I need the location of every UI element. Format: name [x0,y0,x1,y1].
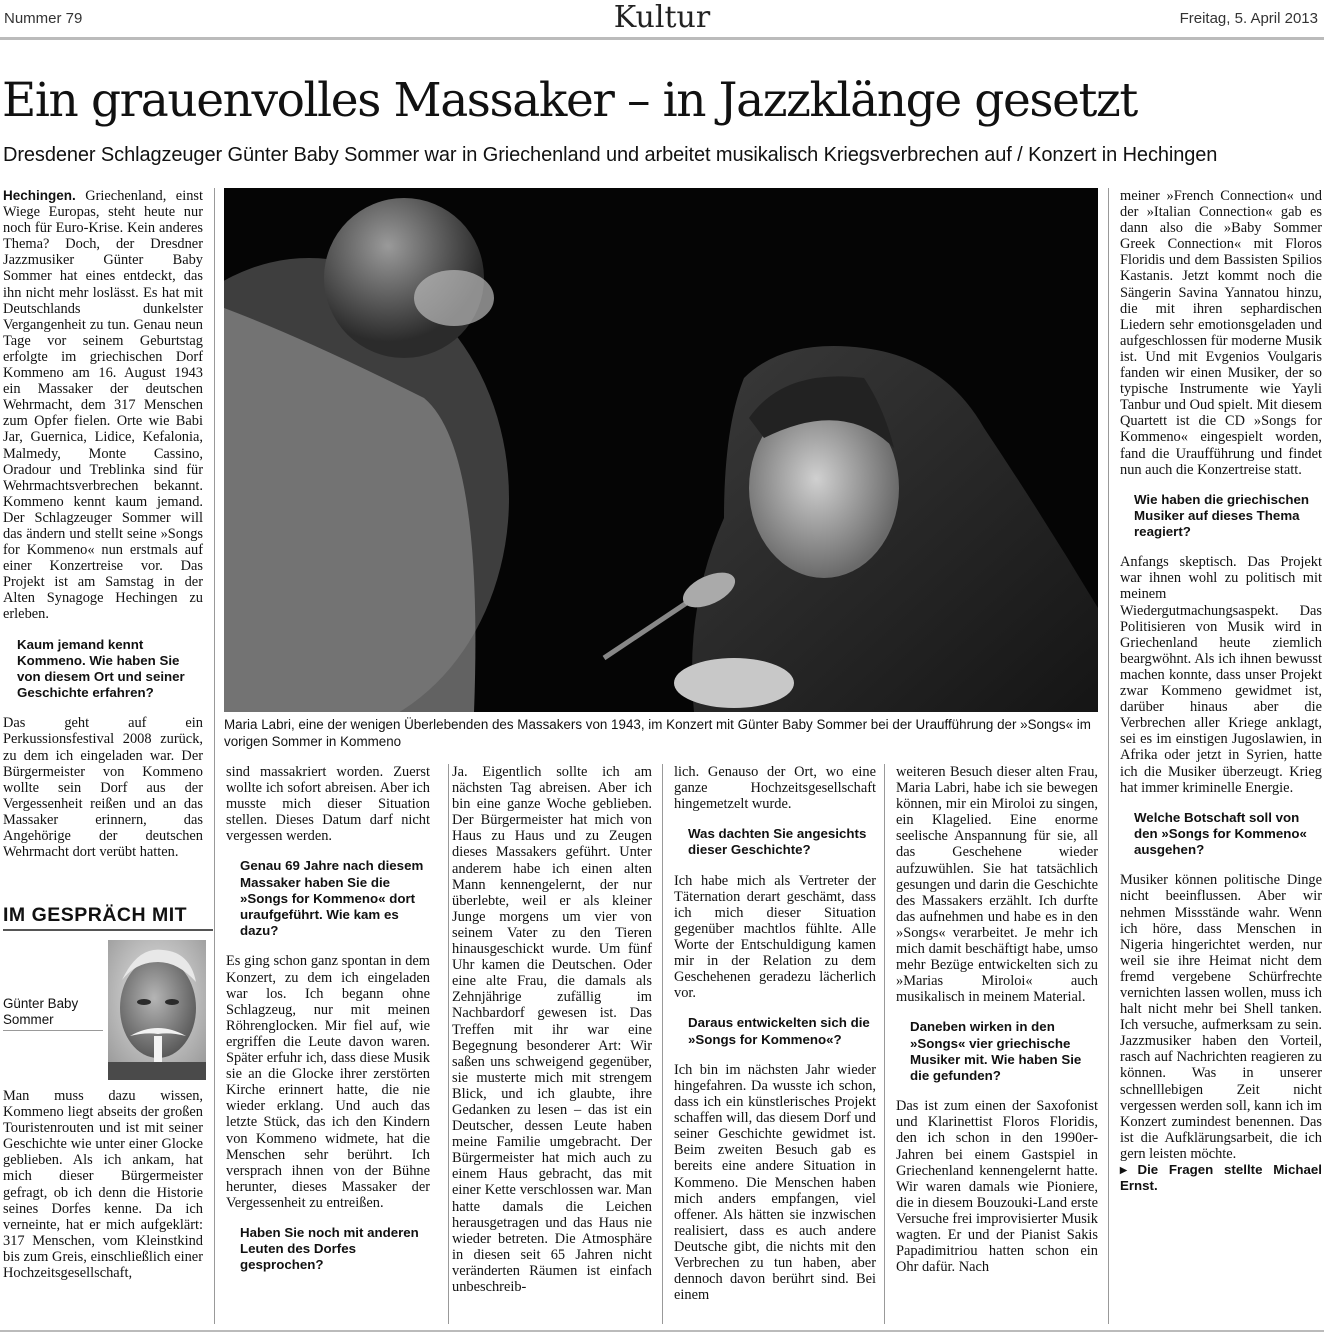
column-5 [896,764,1098,1275]
answer-5-end: weiteren Besuch dieser alten Frau, Maria Labri, habe ich sie bewegen können, mir ein Miroloi zu singen, ein Klagelied. Eine enorme seelische Anspannung für sie, all das Geschehene wieder aufzuwühlen. Sie hat tatsächlich gesungen und darin die Geschichte des Massakers erzählt. Ich durfte das aufnehmen und habe es in den »Songs« verarbeitet. Je mehr ich mich damit beschäftigt habe, umso mehr Bezüge entwickelten sich zu »Marias Miroloi« auch musikalisch in meinem Material. [896,764,1098,1006]
answer-1-end: sind massakriert worden. Zuerst wollte ich sofort abreisen. Aber ich musste mich dieser Situation stellen. Dieses Datum darf nicht vergessen werden. [226,764,430,845]
question-5: Daraus entwickelten sich die »Songs for Kommeno«? [688,1015,870,1047]
section-title: Kultur [613,0,711,35]
headline: Ein grauenvolles Massaker – in Jazzklänge gesetzt [2,73,1137,128]
issue-number: Nummer 79 [4,10,83,27]
column-divider [1108,188,1109,1324]
arrow-right-icon: ▸ [1120,1162,1127,1177]
author-credit-text: Die Fragen stellte Michael Ernst. [1120,1162,1323,1193]
footer-rule [0,1330,1324,1332]
question-1: Kaum jemand kennt Kommeno. Wie haben Sie von diesem Ort und seiner Geschichte erfahren? [17,636,185,701]
answer-6: Das ist zum einen der Saxofonist und Klarinettist Floros Floridis, den ich schon in den 1990er-Jahren bei einem Gastspiel in Griechenland kennengelernt hatte. Wir waren damals wie Pioniere, die in diesem Bouzouki-Land erste Versuche frei improvisierter Musik wagten. Er und der Pianist Sakis Papadimitriou hatten schon ein Ohr dafür. Nach [896,1098,1098,1276]
answer-2: Es ging schon ganz spontan in dem Konzert, zu dem ich eingeladen war los. Ich begann ohne Schlagzeug, nur mit meinen Röhrenglocken. Mir fiel auf, wie ergriffen die Leute davon waren. Später erfuhr ich, dass diese Musik sie an die Glocke ihrer zerstörten Kirche erinnert hatte, die nie wieder erklang. Und auch das letzte Stück, das ich den Kindern von Kommeno widmete, hat die Menschen sehr berührt. Ich versprach ihnen von der Bühne herunter, dieses Massaker der Vergessenheit zu entreißen. [226,953,430,1211]
interviewee-rule [3,1030,103,1031]
answer-5: Ich bin im nächsten Jahr wieder hingefahren. Da wusste ich schon, dass ich ein künstlerisches Projekt schaffen will, das diesem Dorf und seiner Geschichte gewidmet ist. Beim zweiten Besuch gab es bereits eine andere Situation in Kommeno. Die Menschen haben mich anders empfangen, viel offener. Als hätten sie inzwischen realisiert, dass es auch andere Deutsche gibt, die nichts mit den Verbrechen zu tun haben, aber dennoch davon berührt sind. Bei einem [674,1061,876,1304]
answer-7: Anfangs skeptisch. Das Projekt war ihnen wohl zu politisch mit meinem Wiedergutmachungsaspekt. Das Politisieren von Musik wird in Griechenland heute ziemlich beargwöhnt. Als ich ihnen bewusst machen konnte, dass unser Projekt zwar Kommeno gewidmet ist, darüber hinaus aber die Verbrechen aller Kriege anklagt, sei es im einstigen Jugoslawien, in Afrika oder jetzt in Syrien, hatte ich die Musiker überzeugt. Krieg hat immer kriminelle Energie. [1120,554,1322,796]
column-1 [3,188,203,860]
column-divider [448,764,449,1324]
question-7: Wie haben die griechischen Musiker auf dieses Thema reagiert? [1134,491,1310,540]
question-4: Was dachten Sie angesichts dieser Geschichte? [688,826,867,858]
question-6: Daneben wirken in den »Songs« vier griechische Musiker mit. Wie haben Sie die gefunden? [910,1019,1082,1084]
column-2 [226,764,430,1288]
interviewee-portrait [108,940,206,1080]
column-divider [214,188,215,1324]
author-credit [1120,1162,1322,1194]
photo-caption: Maria Labri, eine der wenigen Überlebenden des Massakers von 1943, im Konzert mit Günter Baby Sommer bei der Uraufführung der »Songs« im vorigen Sommer in Kommeno [224,717,1091,749]
answer-8: Musiker können politische Dinge nicht beeinflussen. Aber wir nehmen Missstände wahr. Wenn ich höre, dass Menschen in Nigeria hingerichtet werden, nur weil sie ihre Heimat nicht dem fremd vergebene Schürfrechte vernichten lassen wollen, muss ich halt nicht mehr bei Shell tanken. Ich versuche, aufmerksam zu sein. Jazzmusiker haben den Vorteil, rasch auf Nachrichten reagieren zu können. Was in unserer schnelllebigen Zeit nicht vergessen werden soll, kann ich im Konzert zumindest benennen. Das ist die Aufklärungsarbeit, die ich gern leisten möchte. [1120,872,1322,1162]
lead-text: Griechenland, einst Wiege Europas, steht heute nur noch für Euro-Krise. Kein anderes Thema? Doch, der Dresdner Jazzmusiker Günter Baby Sommer hat eines entdeckt, das ihn nicht mehr loslässt. Es hat mit Deutschlands dunkelster Vergangenheit zu tun. Genau neun Tage vor seinem Geburtstag erfolgte im griechischen Dorf Kommeno am 16. August 1943 ein Massaker der deutschen Wehrmacht, dem 317 Menschen zum Opfer fielen. Orte wie Babi Jar, Guernica, Lidice, Kefalonia, Malmedy, Monte Cassino, Oradour und Treblinka sind für Wehrmachtsverbrechen bekannt. Kommeno kennt kaum jemand. Der Schlagzeuger Sommer will das ändern und stellt seine »Songs for Kommeno« nun erstmals auf einer Konzertreise vor. Das Projekt ist am Samstag in der Alten Synagoge Hechingen zu erleben. [3,188,203,623]
column-3 [452,764,652,1295]
header-rule [0,37,1324,40]
column-divider [884,764,885,1324]
question-3: Haben Sie noch mit anderen Leuten des Dorfes gesprochen? [240,1224,419,1273]
interview-box-title: IM GESPRÄCH MIT [3,904,188,926]
column-divider [662,764,663,1324]
subheadline: Dresdener Schlagzeuger Günter Baby Sommer war in Griechenland und arbeitet musikalisch Kriegsverbrechen auf / Konzert in Hechingen [3,144,1218,166]
concert-photo [224,188,1098,712]
answer-6-end: meiner »French Connection« und der »Italian Connection« gab es dann also die »Baby Sommer Greek Connection« mit Floros Floridis und dem Bassisten Spilios Kastanis. Jetzt kommt noch die Sängerin Savina Yannatou hinzu, die mit ihren sephardischen Liedern sehr emotionsgeladen und aufgeschlossen für moderne Musik ist. Und mit Evgenios Voulgaris fanden wir einen Musiker, der so typische Instrumente wie Yayli Tanbur und Oud spielt. Mit diesem Quartett ist die CD »Songs for Kommeno« eingespielt worden, fand die Uraufführung und findet nun auch die Konzertreise statt. [1120,188,1322,478]
answer-4: Ich habe mich als Vertreter der Täternation derart geschämt, dass ich mich dieser Situation gegenüber machtlos fühlte. Alle Worte der Entschuldigung kamen mir in der Relation zu dem Geschehenen geradezu lächerlich vor. [674,872,876,1002]
answer-1: Das geht auf ein Perkussionsfestival 2008 zurück, zu dem ich eingeladen war. Der Bürgermeister von Kommeno wollte sein Dorf aus der Vergessenheit reißen und an das Massaker erinnern, das Angehörige der deutschen Wehrmacht dort verübt hatten. [3,715,203,861]
concert-photo-image [224,188,1098,712]
answer-1-continued: Man muss dazu wissen, Kommeno liegt abseits der großen Touristenrouten und ist mit seiner Geschichte wie unter einer Glocke geblieben. Als ich ankam, hat mich dieser Bürgermeister gefragt, ob ich denn die Historie seines Dorfes kenne. Da ich verneinte, hat er mich aufgeklärt: 317 Menschen, vom Kleinstkind bis zum Greis, einschließlich einer Hochzeitsgesellschaft, [3,1088,203,1282]
issue-date: Freitag, 5. April 2013 [1179,10,1318,27]
interviewee-name: Günter Baby Sommer [3,996,79,1027]
answer-3-end: lich. Genauso der Ort, wo eine ganze Hochzeitsgesellschaft hingemetzelt wurde. [674,764,876,813]
dateline: Hechingen. [3,188,76,203]
interview-box-rule [3,929,213,931]
answer-3: Ja. Eigentlich sollte ich am nächsten Tag abreisen. Aber ich bin eine ganze Woche geblieben. Der Bürgermeister hat mich von Haus zu Haus und zu Zeugen dieses Massakers geführt. Unter anderem habe ich einen alten Mann kennengelernt, der nur überlebte, weil er als kleiner Junge morgens um vier von seinem Vater zu den Tieren hinausgeschickt wurde. Um fünf Uhr kamen die Deutschen. Oder eine alte Frau, die damals als Zehnjährige zufällig im Nachbardorf gewesen ist. Das Treffen mit ihr war eine Begegnung besonderer Art: Wir saßen uns schweigend gegenüber, sie musterte mich mit strengem Blick, und ich glaubte, ihre Gedanken zu lesen – das ist ein Deutscher, dessen Leute haben meine Familie umgebracht. Der Bürgermeister hat mich auch zu einem Haus gebracht, das mit einer Kette verschlossen war. Man hatte damals die Leichen herausgetragen und das Haus nie wieder betreten. Die Atmosphäre in diesen seit 65 Jahren nicht veränderten Räumen ist einfach unbeschreib- [452,764,652,1295]
column-1-continued [3,1088,203,1281]
question-8: Welche Botschaft soll von den »Songs for Kommeno« ausgehen? [1134,809,1307,858]
portrait-image [108,940,206,1080]
question-2: Genau 69 Jahre nach diesem Massaker haben Sie die »Songs for Kommeno« dort uraufgeführt. Wie kam es dazu? [240,858,424,939]
column-6 [1120,188,1322,1194]
column-4 [674,764,876,1303]
